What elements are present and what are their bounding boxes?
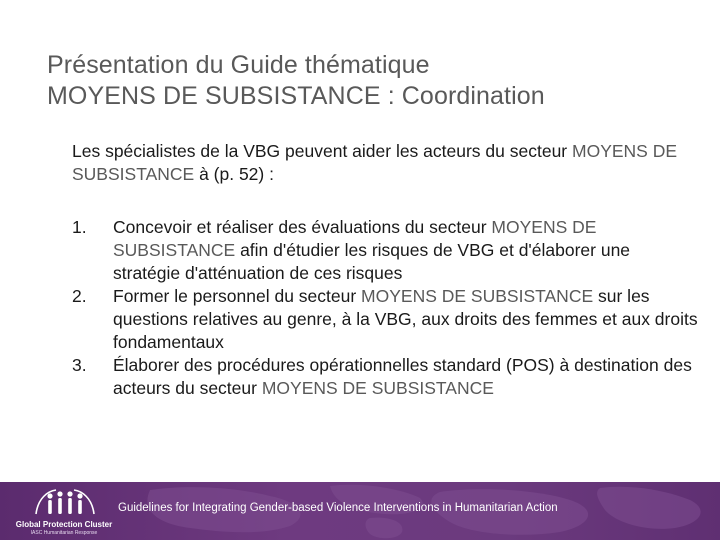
footer-caption: Guidelines for Integrating Gender-based Violence Interventions in Humanitarian Action — [118, 502, 558, 514]
intro-paragraph — [72, 140, 702, 186]
list-item-sector-highlight: MOYENS DE SUBSISTANCE — [261, 378, 494, 398]
list-item — [72, 285, 702, 354]
slide-title-line2: MOYENS DE SUBSISTANCE : Coordination — [47, 82, 545, 110]
list-item-text: Former le personnel du secteur — [113, 286, 362, 306]
intro-text: Les spécialistes de la VBG peuvent aider les acteurs du secteur — [72, 141, 572, 161]
list-item-text: Élaborer des procédures opérationnelles standard (POS) à destination des acteurs du secteur — [113, 355, 692, 398]
action-list — [72, 216, 702, 400]
logo-subtitle: IASC Humanitarian Response — [30, 530, 98, 536]
intro-sector-highlight: MOYENS DE SUBSISTANCE — [72, 141, 678, 184]
list-item-number: 2. — [72, 286, 87, 306]
list-item-text-end: sur les questions relatives au genre, à la VBG, aux droits des femmes et aux droits fondamentaux — [113, 286, 698, 352]
intro-text-end: à (p. 52) : — [194, 164, 274, 184]
list-item-number: 3. — [72, 355, 87, 375]
list-item-number: 1. — [72, 217, 87, 237]
list-item — [72, 216, 702, 285]
list-item-sector-highlight: MOYENS DE SUBSISTANCE — [113, 217, 597, 260]
footer-banner — [0, 482, 720, 540]
list-item-text: Concevoir et réaliser des évaluations du secteur — [113, 217, 492, 237]
list-item-text-end: afin d'étudier les risques de VBG et d'élaborer une stratégie d'atténuation de ces risques — [113, 240, 631, 283]
slide-title-line1: Présentation du Guide thématique — [47, 51, 430, 79]
slide-title — [47, 50, 687, 112]
list-item — [72, 354, 702, 400]
global-protection-cluster-logo — [14, 488, 114, 538]
logo-name: Global Protection Cluster — [15, 520, 113, 529]
people-figures-icon — [14, 488, 114, 518]
list-item-sector-highlight: MOYENS DE SUBSISTANCE — [361, 286, 594, 306]
